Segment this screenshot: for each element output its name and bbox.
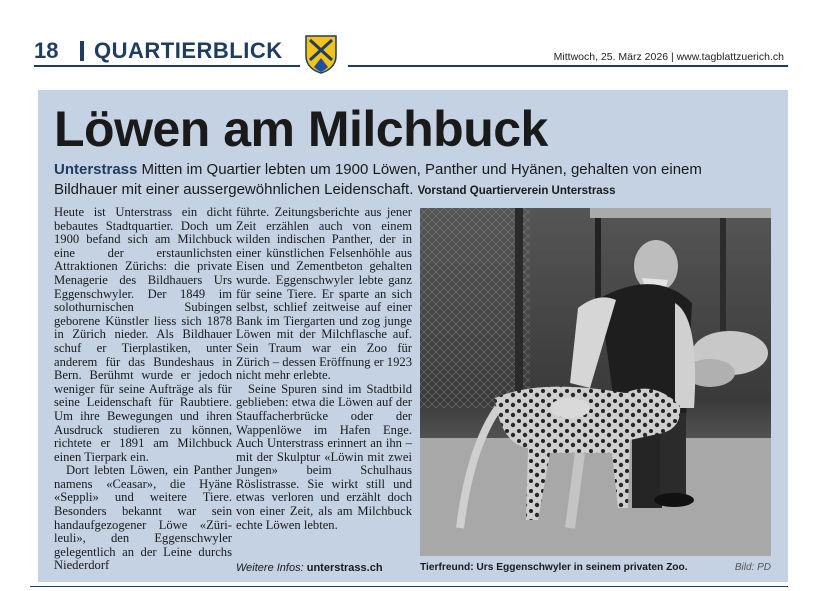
article-lead [54, 160, 754, 201]
dateline: Mittwoch, 25. März 2026 | www.tagblattzuerich.ch [553, 51, 784, 63]
lead-keyword: Unterstrass [54, 161, 138, 178]
byline: Vorstand Quartierverein Unterstrass [417, 185, 616, 197]
more-info [236, 562, 383, 574]
text-column-2 [236, 206, 412, 532]
photo-caption: Tierfreund: Urs Eggenschwyler in seinem privaten Zoo. [420, 562, 688, 573]
paragraph: führte. Zeitungsberichte aus jener Zeit erzählen auch von einem wilden indischen Panther, der in einer künstlichen Felsenhöhle aus Eisen und Zementbeton gehalten wurde. Eggenschwyler lebte ganz für seine Tiere. Er sparte an sich selbst, schlief zeitweise auf einer Bank im Tiergarten und zog junge Löwen mit der Milchflasche auf. Sein Traum war ein Zoo für Zürich – dessen Eröffnung er 1923 nicht mehr erlebte. [236, 205, 412, 383]
header-rule-right [348, 65, 788, 67]
photo-credit: Bild: PD [734, 562, 771, 573]
paragraph: Seine Spuren sind im Stadtbild geblieben: etwa die Löwen auf der Stauffacherbrücke oder der Wappenlöwe im Hafen Enge. Auch Unterstrass erinnert an ihn – mit der Skulptur «Löwin mit zwei Jungen» beim Schulhaus Röslistrasse. Sie wirkt still und etwas verloren und erzählt doch von einer Zeit, als am Milchbuck echte Löwen lebten. [236, 381, 412, 532]
unterstrass-crest-icon [304, 34, 338, 74]
more-info-label: Weitere Infos: [236, 562, 304, 574]
article-title: Löwen am Milchbuck [54, 101, 548, 157]
section-title: QUARTIERBLICK [94, 38, 283, 63]
paragraph: Heute ist Unterstrass ein dicht bebautes Stadtquartier. Doch um 1900 befand sich am Milchbuck eine der erstaunlichsten Attraktionen Zürichs: die private Menagerie des Bildhauers Urs Eggenschwyler. Der 1849 im solothurnischen Subingen geborene Künstler liess sich 1878 in Zürich nieder. Als Bildhauer schuf er Tierplastiken, unter anderem für das Bundeshaus in Bern. Berühmt wurde er jedoch weniger für seine Aufträge als für seine Leidenschaft für Raubtiere. Um ihre Bewegungen und ihren Ausdruck studieren zu können, richtete er 1891 am Milchbuck einen Tierpark ein. [54, 205, 232, 464]
article-panel [38, 90, 788, 582]
article-photo [420, 208, 771, 556]
lead-text: Mitten im Quartier lebten um 1900 Löwen, Panther und Hyänen, gehalten von einem Bildhauer mit einer aussergewöhnlichen Leidenschaft. [54, 161, 702, 198]
header-rule-left [34, 65, 300, 67]
more-info-link[interactable]: unterstrass.ch [306, 562, 383, 574]
text-column-1 [54, 206, 232, 573]
paragraph: Dort lebten Löwen, ein Panther namens «Ceasar», die Hyäne «Seppli» und weitere Tiere. Besonders bekannt war sein handaufgezogener Löwe «Zürileuli», den Eggenschwyler gelegentlich an der Leine durchs Niederdorf [54, 463, 232, 573]
page-number: 18 [34, 38, 59, 63]
footer-rule [30, 586, 788, 587]
header-divider [80, 41, 84, 61]
page-header [30, 34, 788, 74]
